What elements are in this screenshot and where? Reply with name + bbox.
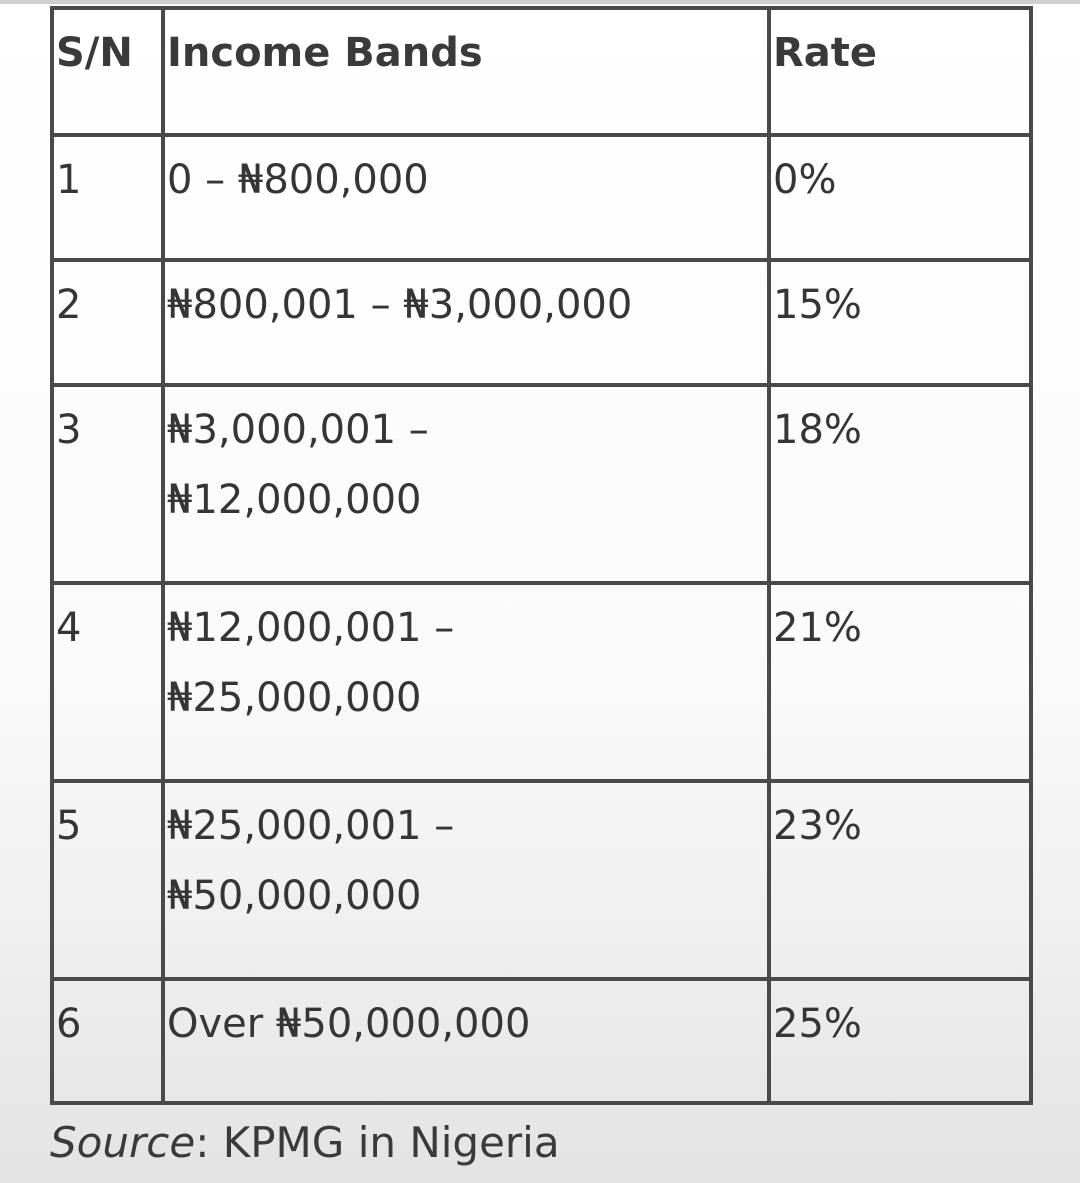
table-row bbox=[52, 781, 1031, 979]
cell-income-band bbox=[163, 135, 769, 260]
cell-sn: 1 bbox=[52, 135, 163, 260]
band-line: ₦50,000,000 bbox=[167, 873, 422, 919]
header-sn: S/N bbox=[52, 8, 163, 135]
band-line: ₦3,000,001 – bbox=[167, 407, 429, 453]
table-row bbox=[52, 583, 1031, 781]
cell-sn: 2 bbox=[52, 260, 163, 385]
source-label: Source bbox=[50, 1118, 196, 1167]
table-row bbox=[52, 260, 1031, 385]
cell-income-band bbox=[163, 781, 769, 979]
band-line: ₦800,001 – ₦3,000,000 bbox=[167, 282, 633, 328]
cell-income-band bbox=[163, 260, 769, 385]
band-line: Over ₦50,000,000 bbox=[167, 1001, 531, 1047]
band-line: ₦25,000,000 bbox=[167, 675, 422, 721]
cell-rate: 15% bbox=[769, 260, 1031, 385]
band-line: ₦25,000,001 – bbox=[167, 803, 455, 849]
table-header-row bbox=[52, 8, 1031, 135]
cell-sn: 5 bbox=[52, 781, 163, 979]
table-row bbox=[52, 979, 1031, 1103]
cell-sn: 3 bbox=[52, 385, 163, 583]
cell-rate: 0% bbox=[769, 135, 1031, 260]
table-row bbox=[52, 135, 1031, 260]
cell-sn: 6 bbox=[52, 979, 163, 1103]
cell-sn: 4 bbox=[52, 583, 163, 781]
top-divider bbox=[0, 0, 1080, 4]
cell-income-band bbox=[163, 385, 769, 583]
cell-income-band bbox=[163, 979, 769, 1103]
cell-rate: 18% bbox=[769, 385, 1031, 583]
source-caption bbox=[50, 1118, 560, 1167]
source-text: : KPMG in Nigeria bbox=[195, 1118, 560, 1167]
cell-rate: 23% bbox=[769, 781, 1031, 979]
header-rate: Rate bbox=[769, 8, 1031, 135]
cell-rate: 21% bbox=[769, 583, 1031, 781]
header-income-bands: Income Bands bbox=[163, 8, 769, 135]
cell-income-band bbox=[163, 583, 769, 781]
table-row bbox=[52, 385, 1031, 583]
band-line: ₦12,000,001 – bbox=[167, 605, 455, 651]
band-line: ₦12,000,000 bbox=[167, 477, 422, 523]
income-tax-bands-table bbox=[50, 6, 1033, 1105]
cell-rate: 25% bbox=[769, 979, 1031, 1103]
band-line: 0 – ₦800,000 bbox=[167, 157, 429, 203]
